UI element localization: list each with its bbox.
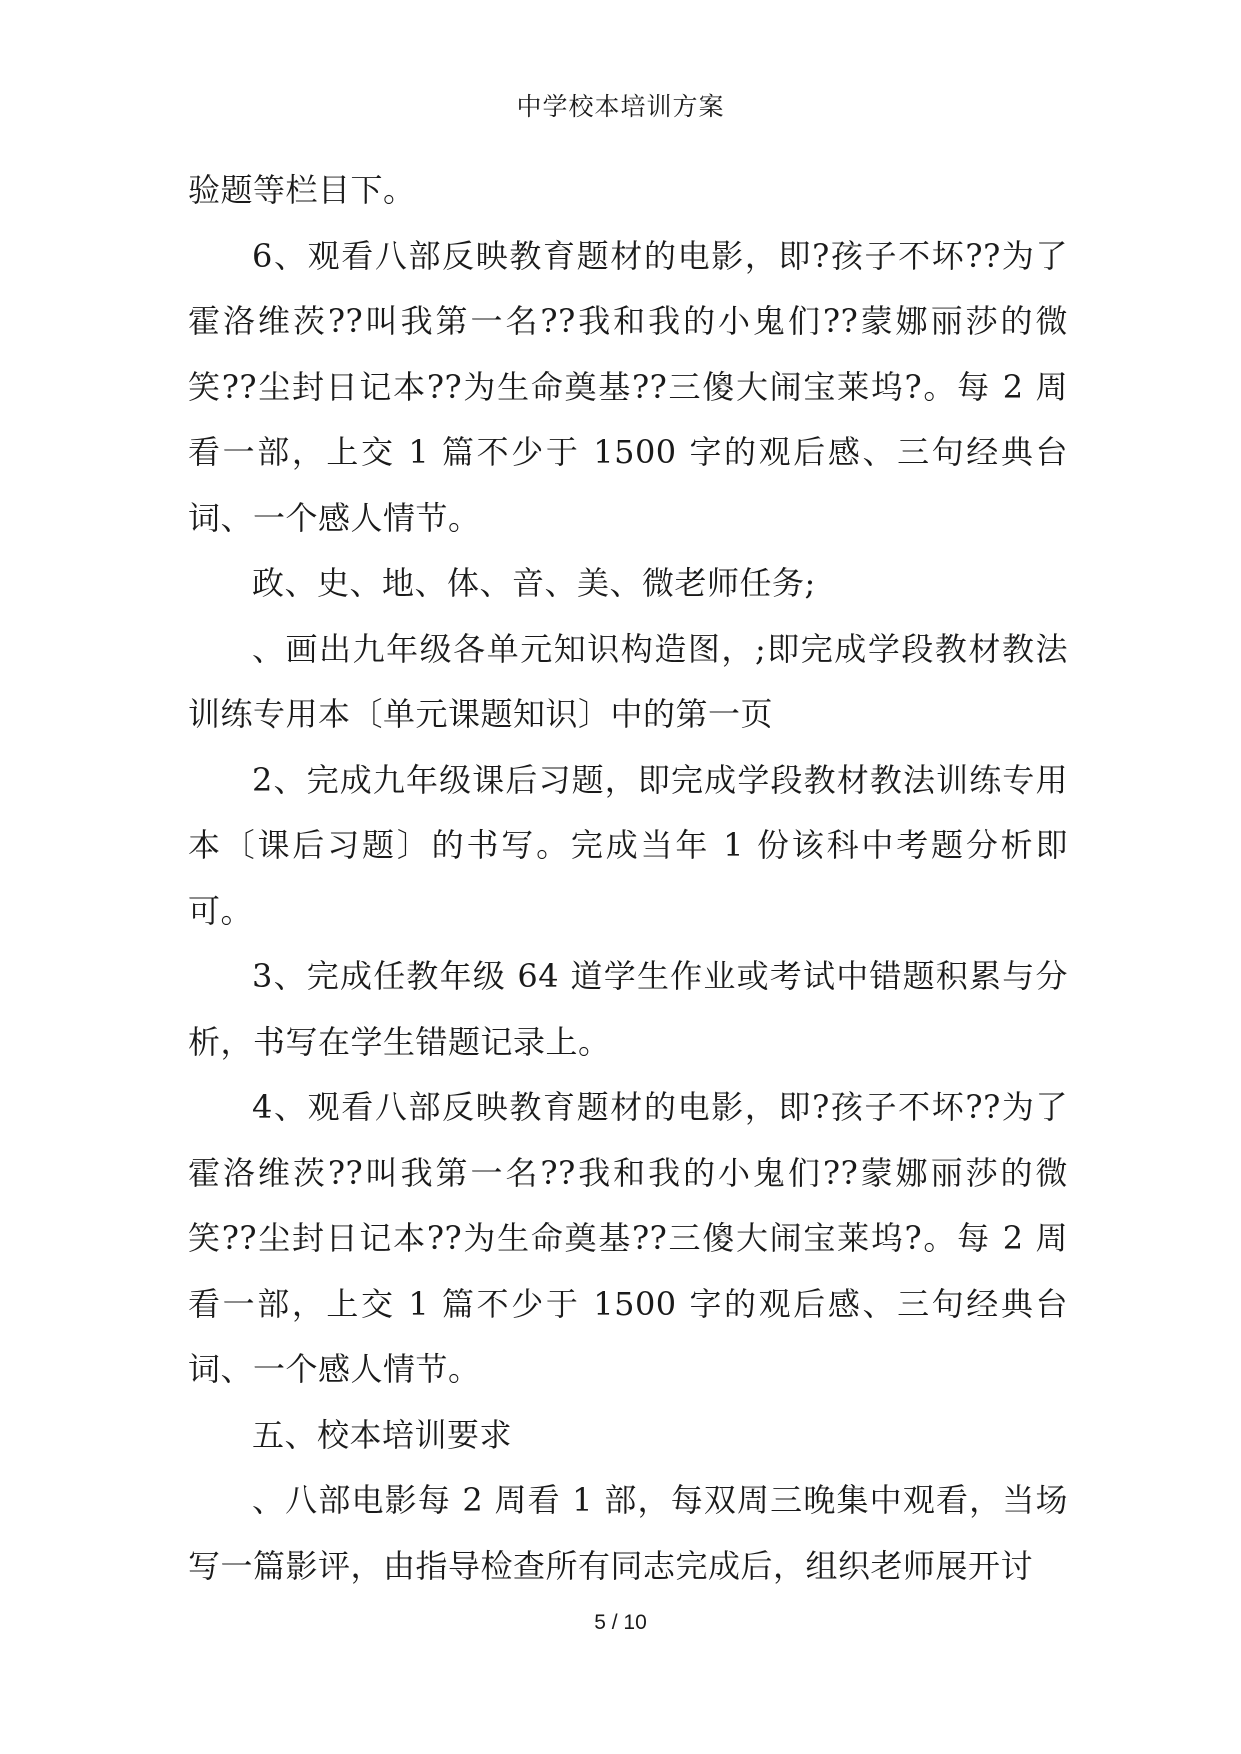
page-header-title: 中学校本培训方案 [516,92,725,121]
paragraph-task-3: 3、完成任教年级 64 道学生作业或考试中错题积累与分析，书写在学生错题记录上。 [188,957,1068,1061]
section-heading-requirements: 五、校本培训要求 [252,1415,513,1454]
page-number: 5 / 10 [594,1611,647,1634]
paragraph-continuation: 验题等栏目下。 [188,171,416,209]
document-body [188,158,1068,1599]
paragraph-item-6-movies: 6、观看八部反映教育题材的电影，即?孩子不坏??为了霍洛维茨??叫我第一名??我和我的小鬼们??蒙娜丽莎的微笑??尘封日记本??为生命奠基??三傻大闹宝莱坞?。每 2 周看一部，上交 1 篇不少于 1500 字的观后感、三句经典台词、一个感人情节。 [188,236,1068,537]
paragraph-task-4: 4、观看八部反映教育题材的电影，即?孩子不坏??为了霍洛维茨??叫我第一名??我和我的小鬼们??蒙娜丽莎的微笑??尘封日记本??为生命奠基??三傻大闹宝莱坞?。每 2 周看一部，上交 1 篇不少于 1500 字的观后感、三句经典台词、一个感人情节。 [188,1088,1068,1388]
paragraph-task-1: 、画出九年级各单元知识构造图，;即完成学段教材教法训练专用本〔单元课题知识〕中的第一页 [188,629,1068,733]
paragraph-task-2: 2、完成九年级课后习题，即完成学段教材教法训练专用本〔课后习题〕的书写。完成当年 1 份该科中考题分析即可。 [188,760,1068,930]
paragraph-teacher-tasks-heading: 政、史、地、体、音、美、微老师任务; [252,564,816,602]
paragraph-requirement-1: 、八部电影每 2 周看 1 部，每双周三晚集中观看，当场写一篇影评，由指导检查所有同志完成后，组织老师展开讨 [188,1481,1068,1585]
